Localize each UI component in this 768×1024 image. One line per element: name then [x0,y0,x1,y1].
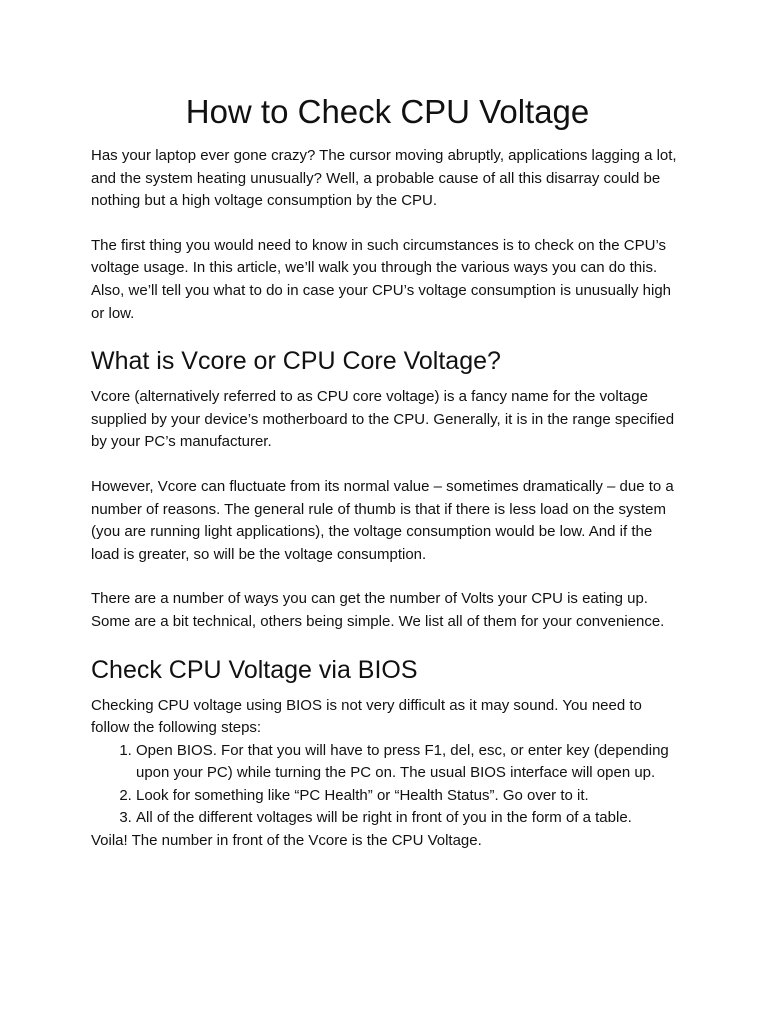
bios-steps-list [91,740,684,830]
intro-paragraph-1: Has your laptop ever gone crazy? The cursor moving abruptly, applications lagging a lot, and the system heating unusually? Well, a probable cause of all this disarray could be nothing but a high voltage consumption by the CPU. [91,147,677,210]
bios-closing-paragraph: Voila! The number in front of the Vcore is the CPU Voltage. [91,832,482,850]
vcore-paragraph-2: However, Vcore can fluctuate from its normal value – sometimes dramatically – due to a number of reasons. The general rule of thumb is that if there is less load on the system (you are running light applications), the voltage consumption would be low. And if the load is greater, so will be the voltage consumption. [91,477,674,563]
document-title: How to Check CPU Voltage [185,93,590,130]
list-item: 3. All of the different voltages will be right in front of you in the form of a table. [136,807,684,830]
vcore-paragraph-1: Vcore (alternatively referred to as CPU core voltage) is a fancy name for the voltage supplied by your device’s motherboard to the CPU. Generally, it is in the range specified by your PC’s manufacturer. [91,388,675,451]
vcore-paragraph-3: There are a number of ways you can get the number of Volts your CPU is eating up. Some are a bit technical, others being simple. We list all of them for your convenience. [91,590,665,630]
section-heading-vcore: What is Vcore or CPU Core Voltage? [91,347,501,376]
section-heading-bios: Check CPU Voltage via BIOS [91,655,418,684]
intro-paragraph-2: The first thing you would need to know in such circumstances is to check on the CPU’s voltage usage. In this article, we’ll walk you through the various ways you can do this. Also, we’ll tell you what to do in case your CPU’s voltage consumption is unusually high or low. [91,236,672,322]
list-item: 1. Open BIOS. For that you will have to press F1, del, esc, or enter key (depending upon your PC) while turning the PC on. The usual BIOS interface will open up. [136,740,684,785]
bios-intro-paragraph: Checking CPU voltage using BIOS is not very difficult as it may sound. You need to follow the following steps: [91,696,642,737]
list-item: 2. Look for something like “PC Health” or “Health Status”. Go over to it. [136,785,684,808]
